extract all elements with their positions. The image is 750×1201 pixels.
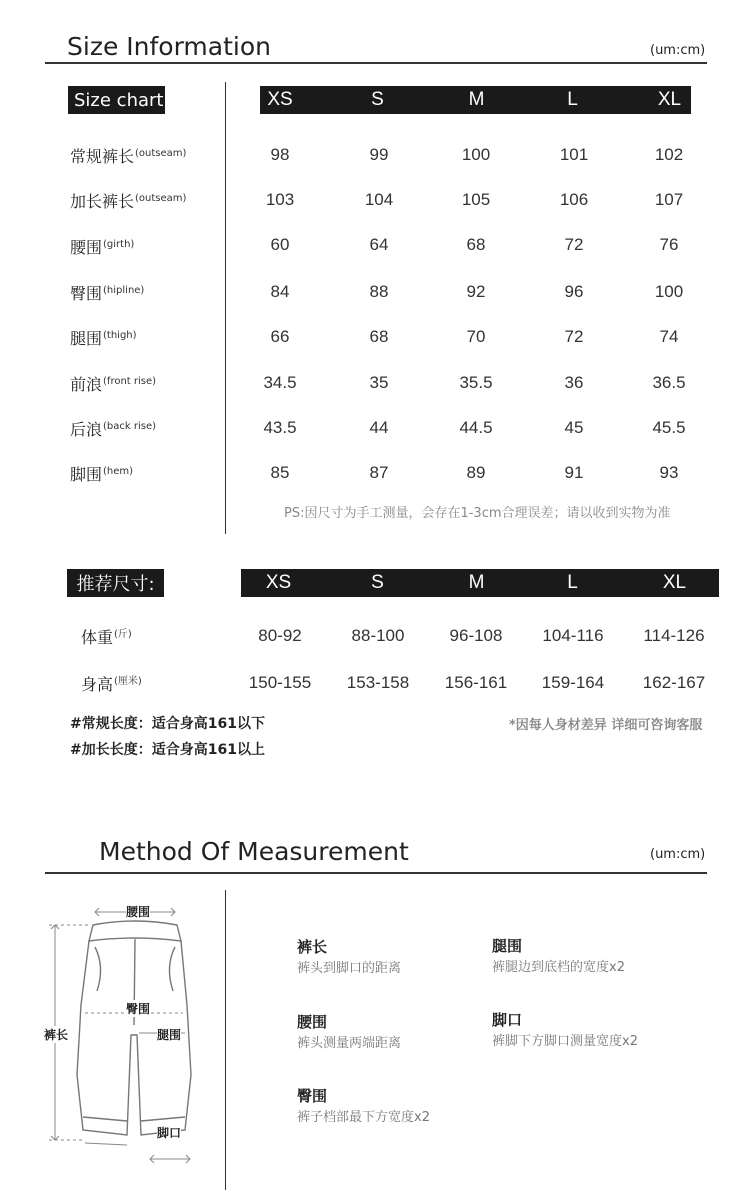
note-body-difference: *因每人身材差异 详细可咨询客服	[509, 718, 703, 733]
size-cell: 98	[270, 145, 290, 164]
recommend-row-label: 身高$^{(厘米)}$	[81, 675, 142, 694]
method-unit: (um:cm)	[650, 847, 706, 862]
size-row-label: 后浪$^{(back rise)}$	[70, 420, 157, 439]
recommend-label: 推荐尺寸:	[67, 569, 164, 597]
method-waist-title: 腰围	[297, 1013, 328, 1031]
size-info-divider	[45, 62, 707, 64]
recommend-header-l: L	[567, 572, 578, 593]
size-cell: 105	[461, 190, 491, 209]
size-cell: 85	[270, 463, 290, 482]
recommend-cell: 162-167	[642, 673, 706, 692]
method-hip-title: 臀围	[297, 1087, 328, 1105]
figure-label-hip: 臀围	[126, 1002, 151, 1016]
size-row-label: 脚围$^{(hem)}$	[70, 465, 134, 484]
method-hem-desc: 裤脚下方脚口测量宽度x2	[492, 1034, 638, 1049]
recommend-cell: 150-155	[248, 673, 312, 692]
recommend-cell: 104-116	[542, 626, 604, 645]
recommend-header-s: S	[371, 572, 384, 593]
recommend-cell: 153-158	[346, 673, 410, 692]
size-header-xs: XS	[267, 89, 293, 110]
size-cell: 34.5	[263, 373, 297, 392]
size-cell: 99	[369, 145, 389, 164]
size-cell: 101	[559, 145, 589, 164]
size-cell: 93	[659, 463, 679, 482]
size-row-label: 腿围$^{(thigh)}$	[70, 329, 137, 348]
method-thigh-title: 腿围	[492, 937, 523, 955]
size-cell: 103	[265, 190, 295, 209]
size-cell: 36.5	[652, 373, 686, 392]
size-cell: 64	[369, 235, 389, 254]
method-divider	[45, 872, 707, 874]
size-cell: 72	[564, 235, 584, 254]
size-cell: 72	[564, 327, 584, 346]
size-cell: 89	[466, 463, 486, 482]
size-header-l: L	[567, 89, 578, 110]
size-row-label: 常规裤长$^{(outseam)}$	[70, 147, 187, 166]
figure-label-thigh: 腿围	[157, 1028, 182, 1042]
size-header-bar	[260, 86, 691, 114]
method-hip-desc: 裤子档部最下方宽度x2	[297, 1110, 430, 1125]
size-cell: 44	[369, 418, 389, 437]
size-cell: 96	[564, 282, 584, 301]
size-cell: 45	[564, 418, 584, 437]
recommend-cell: 80-92	[258, 626, 302, 645]
recommend-cell: 114-126	[643, 626, 705, 645]
size-cell: 74	[659, 327, 679, 346]
figure-label-waist: 腰围	[126, 905, 151, 919]
method-thigh-desc: 裤腿边到底档的宽度x2	[492, 960, 625, 975]
size-cell: 76	[659, 235, 679, 254]
recommend-cell: 88-100	[351, 626, 405, 645]
method-separator	[225, 890, 226, 1190]
recommend-cell: 156-161	[444, 673, 508, 692]
note-long-length: #加长长度：适合身高161以上	[70, 742, 265, 758]
method-title: Method Of Measurement	[99, 837, 409, 866]
size-cell: 68	[466, 235, 486, 254]
size-row-label: 臀围$^{(hipline)}$	[70, 284, 145, 303]
size-cell: 106	[559, 190, 589, 209]
size-cell: 43.5	[263, 418, 297, 437]
figure-label-length: 裤长	[44, 1028, 69, 1042]
size-cell: 36	[564, 373, 584, 392]
size-cell: 87	[369, 463, 389, 482]
recommend-header-m: M	[468, 572, 485, 593]
size-chart-separator	[225, 82, 226, 534]
size-cell: 35.5	[459, 373, 493, 392]
recommend-header-xl: XL	[662, 572, 687, 593]
method-length-title: 裤长	[297, 938, 328, 956]
size-cell: 100	[654, 282, 684, 301]
size-cell: 35	[369, 373, 389, 392]
size-row-label: 腰围$^{(girth)}$	[70, 238, 135, 257]
recommend-header-xs: XS	[265, 572, 292, 593]
size-cell: 68	[369, 327, 389, 346]
recommend-cell: 159-164	[541, 673, 605, 692]
method-length-desc: 裤头到脚口的距离	[297, 961, 402, 976]
size-cell: 66	[270, 327, 290, 346]
size-cell: 91	[564, 463, 584, 482]
size-info-unit: (um:cm)	[650, 43, 706, 58]
size-cell: 92	[466, 282, 486, 301]
size-cell: 45.5	[652, 418, 686, 437]
method-waist-desc: 裤头测量两端距离	[297, 1036, 402, 1051]
size-cell: 102	[654, 145, 684, 164]
size-cell: 88	[369, 282, 389, 301]
method-hem-title: 脚口	[492, 1011, 523, 1029]
size-cell: 100	[461, 145, 491, 164]
size-cell: 70	[466, 327, 486, 346]
size-cell: 107	[654, 190, 684, 209]
size-cell: 44.5	[459, 418, 493, 437]
size-row-label: 加长裤长$^{(outseam)}$	[70, 192, 187, 211]
size-header-s: S	[371, 89, 384, 110]
figure-label-hem: 脚口	[157, 1126, 182, 1140]
size-chart-label: Size chart:	[68, 86, 165, 114]
size-cell: 84	[270, 282, 290, 301]
size-row-label: 前浪$^{(front rise)}$	[70, 375, 157, 394]
ps-note: PS:因尺寸为手工测量，会存在1-3cm合理误差；请以收到实物为准	[284, 506, 671, 521]
size-header-m: M	[468, 89, 485, 110]
recommend-row-label: 体重$^{(斤)}$	[81, 628, 132, 647]
size-info-title: Size Information	[67, 32, 271, 61]
recommend-header-bar	[241, 569, 719, 597]
size-cell: 60	[270, 235, 290, 254]
note-regular-length: #常规长度：适合身高161以下	[70, 716, 265, 732]
recommend-cell: 96-108	[449, 626, 503, 645]
size-header-xl: XL	[657, 89, 682, 110]
size-cell: 104	[364, 190, 394, 209]
